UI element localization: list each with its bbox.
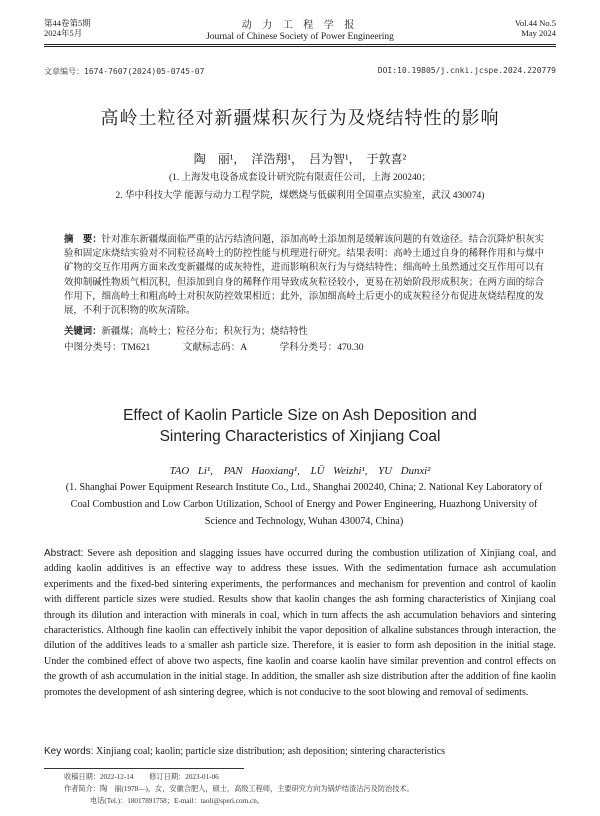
- authors-en: TAO Li¹, PAN Haoxiang¹, LÜ Weizhi¹, YU Dunxi²: [169, 465, 431, 477]
- header-volume-cn: 第44卷第5期: [44, 18, 91, 28]
- keywords-cn-text: 新疆煤；高岭土；粒径分布；积灰行为；烧结特性: [101, 327, 308, 337]
- author-bio: 作者简介：陶 丽(1978—)，女，安徽合肥人，硕士，高级工程师，主要研究方向为锅炉结渣沾污及防治技术。: [64, 785, 414, 793]
- keywords-en-text: Xinjiang coal; kaolin; particle size distribution; ash deposition; sintering characteristics: [95, 746, 446, 757]
- keywords-en-label: Key words:: [44, 746, 94, 757]
- header-rule: [44, 44, 556, 45]
- header-date-cn: 2024年5月: [44, 28, 83, 38]
- abstract-cn-label: 摘 要：: [64, 233, 102, 244]
- header-rule-thin: [44, 46, 556, 47]
- keywords-cn-label: 关键词：: [64, 325, 102, 336]
- abstract-en: [44, 546, 556, 700]
- revised-date: 修订日期：2023-01-06: [149, 773, 219, 781]
- subject-code: 学科分类号：470.30: [279, 342, 364, 353]
- header-right: [515, 18, 556, 38]
- header-volume-en: Vol.44 No.5: [514, 18, 556, 28]
- keywords-en: [44, 746, 556, 757]
- header-center: [0, 16, 600, 42]
- abstract-cn-text: 针对准东新疆煤面临严重的沾污结渣问题，添加高岭土添加剂是缓解该问题的有效途径。结合沉降炉积灰实验和固定床烧结实验对不同粒径高岭土的防控性能与机理进行研究。结果表明：高岭土通过自身的稀释作用和与煤中矿物的交互作用两方面来改变新疆煤的成灰特性，进而影响积灰行为与烧结特性；细高岭土虽然通过交互作用可以有效抑制碱性物质气相沉积，但添加到自身的稀释作用导致成灰粒径较小，更易在初始阶段形成积灰；在两方面的综合作用下，细高岭土和粗高岭土对积灰防控效果相近；此外，添加细高岭土后更小的成灰粒径分布促进灰烧结程度的发展，不利于沉积物的吹灰清除。: [64, 235, 544, 317]
- affiliation-cn-2: 2. 华中科技大学 能源与动力工程学院，煤燃烧与低碳利用全国重点实验室，武汉 430074): [115, 191, 485, 201]
- authors-cn: 陶 丽¹， 洋浩翔¹， 吕为智¹， 于敦喜²: [193, 152, 407, 166]
- title-en-text: Effect of Kaolin Particle Size on Ash Deposition and Sintering Characteristics of Xinjiang Coal: [123, 407, 477, 445]
- keywords-cn: [64, 323, 544, 337]
- title-en: [0, 405, 600, 447]
- clc-number: 中图分类号：TM621: [64, 342, 151, 353]
- journal-name-cn: 动 力 工 程 学 报: [241, 20, 359, 31]
- footnote-dates: [64, 772, 556, 782]
- author-contact: 电话(Tel.)：18017891758；E-mail：taoli@speri.com.cn。: [90, 797, 264, 805]
- abstract-en-text: Severe ash deposition and slagging issues have occurred during the combustion utilization of Xinjiang coal, and adding kaolin additives is an effective way to address these issues. With the sedimentation furnace ash accumulation experiments and the fixed-bed sintering experiments, the performances and mechanism for prevention and control of kaolin with different particle sizes were studied. Results show that kaolin changes the ash forming characteristics of Xinjiang coal through its dilution and interaction with minerals in coal, which in turn affects the ash accumulation behaviors and sintering characteristics. Although fine kaolin can effectively inhibit the vapor deposition of alkaline substances through interaction, the dilution of the additives leads to a smaller ash particle size. Therefore, it is easier to form ash deposition in the initial stage. Under the combined effect of above two aspects, fine kaolin and coarse kaolin have similar prevention and control effects on the growth of ash accumulation in the initial stage. In addition, the smaller ash size distribution after the addition of fine kaolin promotes the development of ash sintering degree, which is not conducive to the soot blowing and removal of sediments.: [44, 548, 557, 698]
- journal-name-en: Journal of Chinese Society of Power Engineering: [206, 32, 394, 42]
- document-code: 文献标志码：A: [182, 342, 248, 353]
- footnote-rule: [44, 768, 244, 769]
- doi: DOI:10.19805/j.cnki.jcspe.2024.220779: [377, 66, 556, 75]
- abstract-en-label: Abstract:: [44, 548, 84, 559]
- received-date: 收稿日期：2022-12-14: [64, 773, 134, 781]
- header-date-en: May 2024: [521, 28, 556, 38]
- affiliation-en: (1. Shanghai Power Equipment Research Institute Co., Ltd., Shanghai 200240, China; 2. National Key Laboratory of Coal Combustion and Low Carbon Utilization, School of Energy and Power Engineering, Huazhong University of Science and Technology, Wuhan 430074, China): [65, 482, 543, 527]
- article-number: 文章编号：1674-7607(2024)05-0745-07: [44, 67, 205, 76]
- abstract-cn: [64, 232, 544, 318]
- affiliation-cn-1: (1. 上海发电设备成套设计研究院有限责任公司，上海 200240；: [168, 173, 432, 183]
- classification-row: [64, 339, 394, 353]
- title-cn: 高岭土粒径对新疆煤积灰行为及烧结特性的影响: [100, 108, 500, 128]
